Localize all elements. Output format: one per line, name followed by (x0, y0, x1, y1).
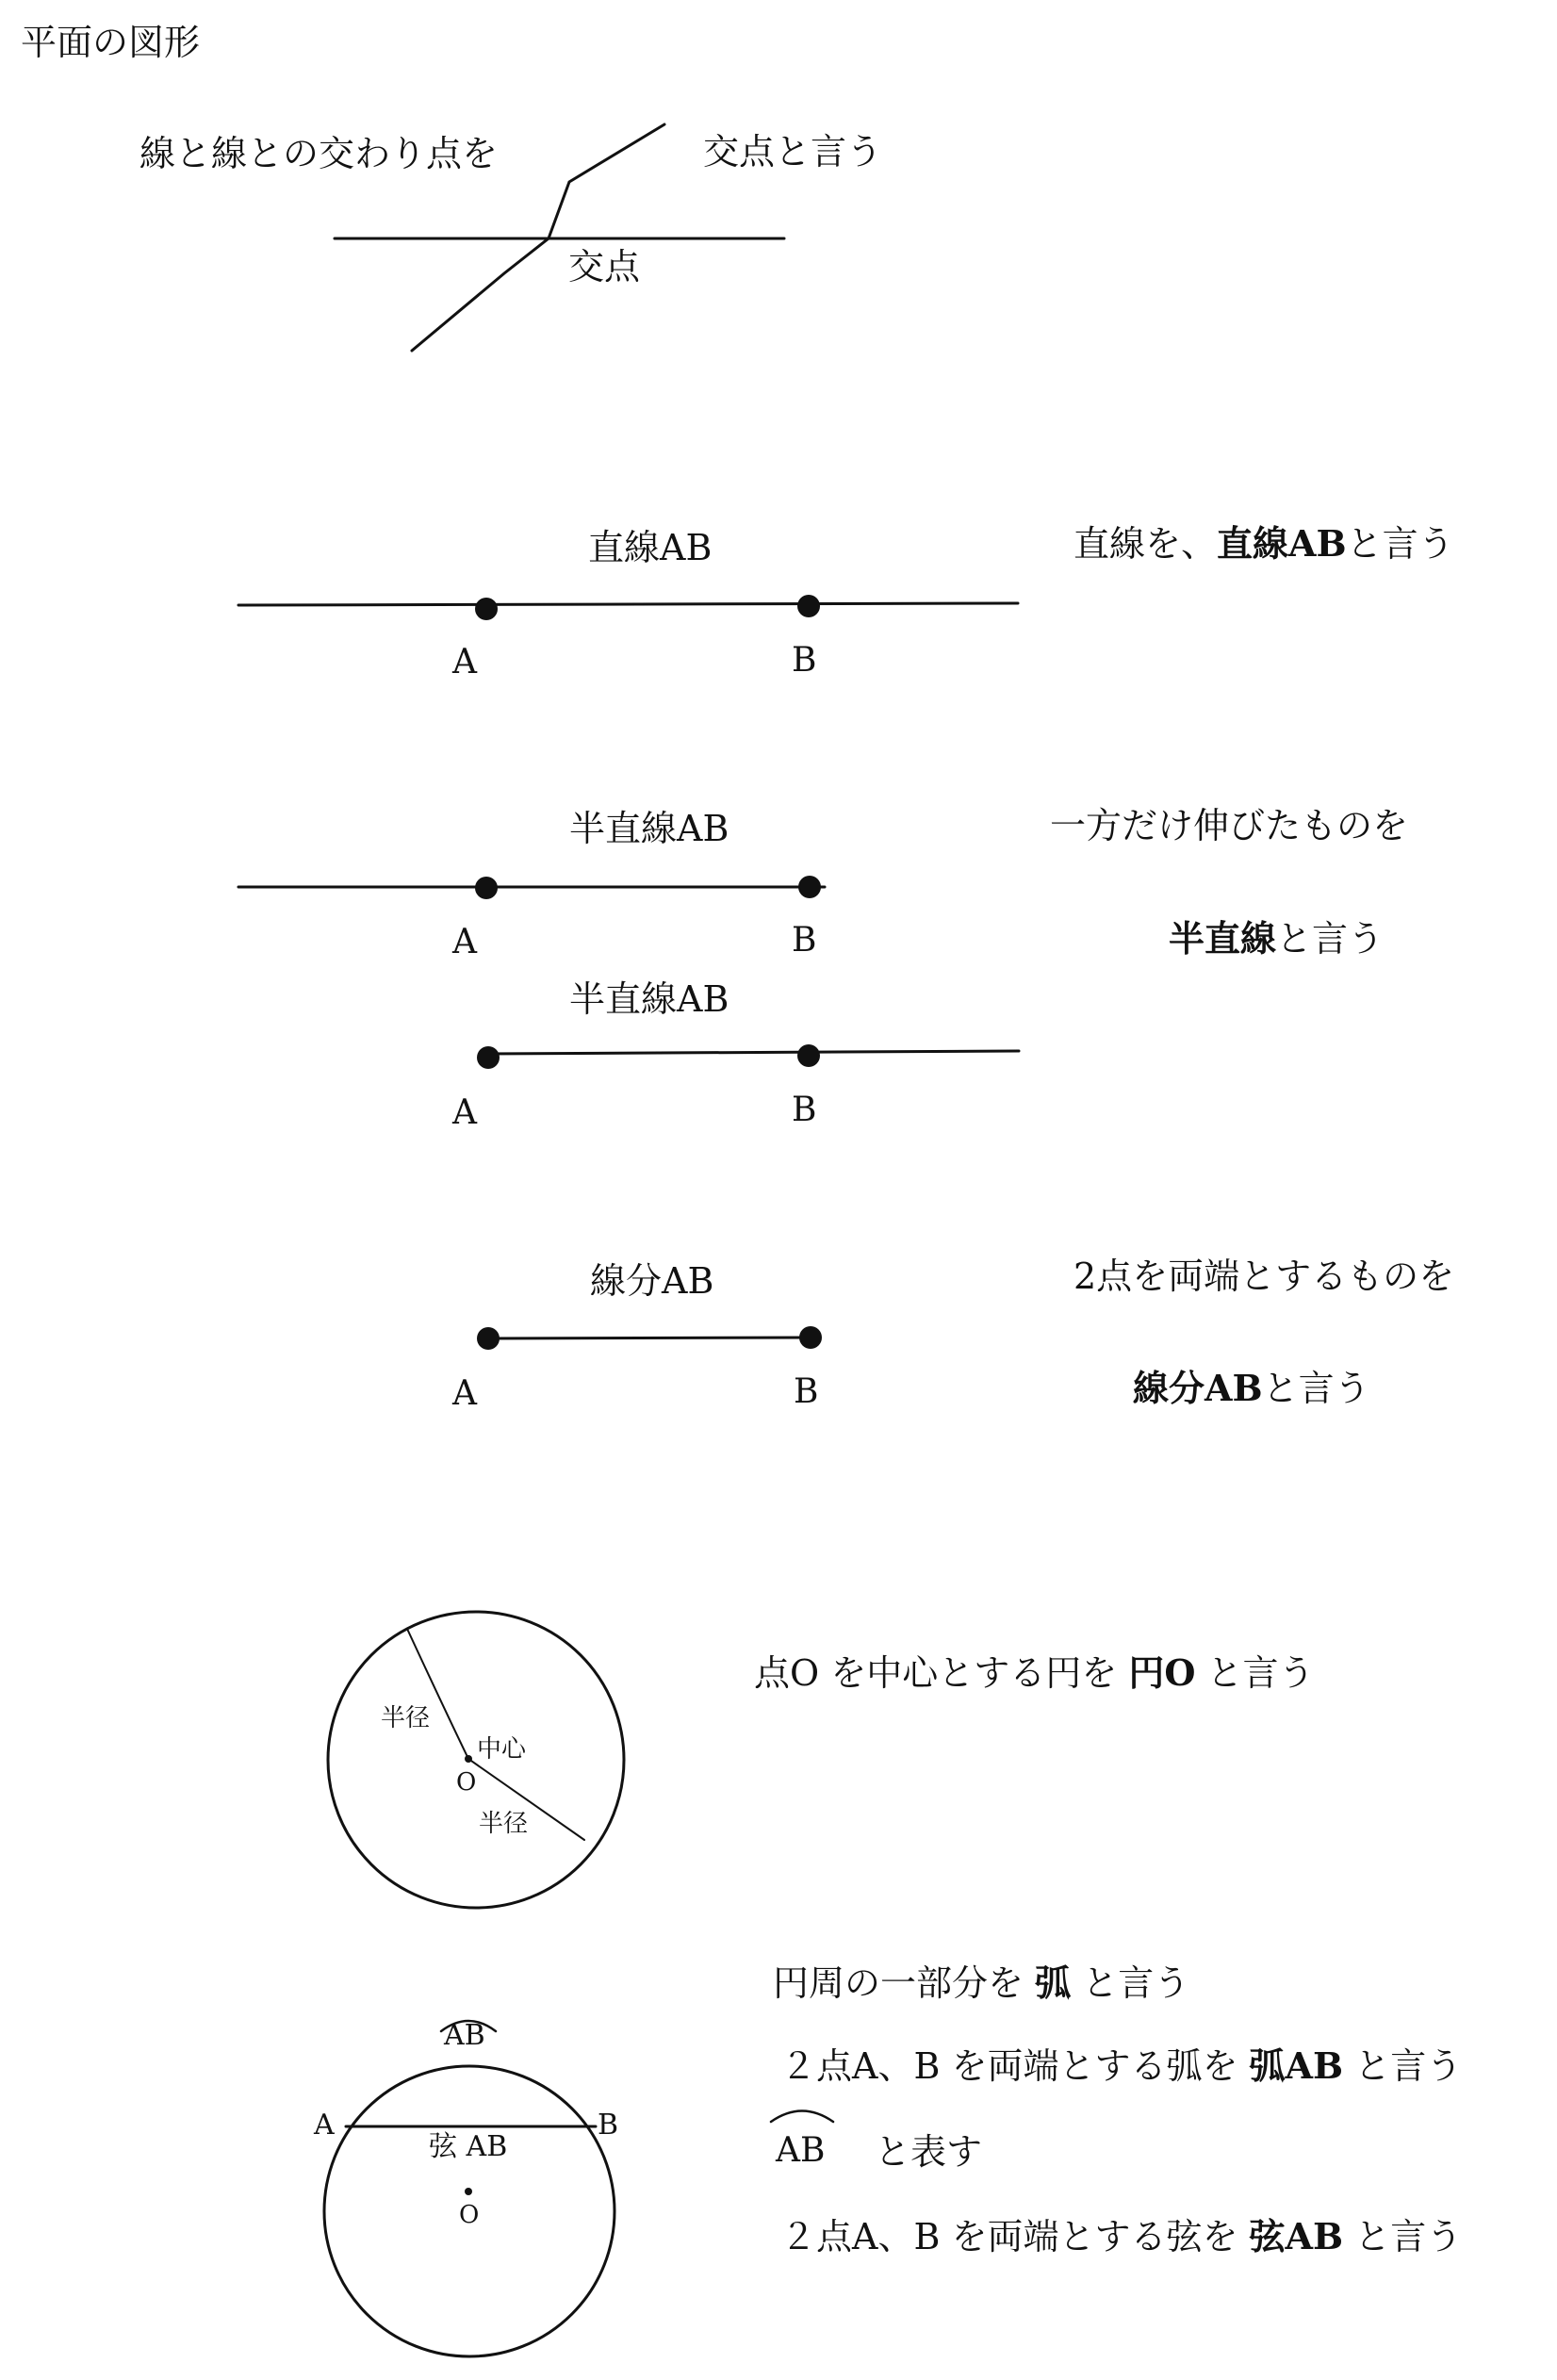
segment-point-b-dot (799, 1326, 822, 1349)
arc-line1-suffix: と言う (1082, 1962, 1190, 2004)
ray2-point-b-label: B (792, 1091, 817, 1129)
arc-notation-label: AB (776, 2131, 826, 2170)
segment-description-line2 (1133, 1367, 1370, 1409)
ray1-point-a-dot (475, 877, 498, 899)
ray-desc-term: 半直線 (1169, 917, 1277, 960)
ray-desc-suffix: と言う (1276, 918, 1385, 960)
line-figure-label: 直線AB (588, 527, 713, 568)
line-ab (238, 603, 1018, 605)
circle-center-point-label: O (456, 1768, 477, 1797)
intersection-point-label: 交点 (568, 246, 641, 287)
segment-figure-label: 線分AB (590, 1260, 714, 1302)
arc-circle-center-dot (465, 2188, 472, 2195)
arc-point-a-label: A (314, 2109, 335, 2142)
arc-point-b-label: B (598, 2109, 619, 2142)
ray-description-line1: 一方だけ伸びたものを (1050, 805, 1409, 846)
segment-desc-suffix: と言う (1262, 1368, 1370, 1409)
arc-line2-term: 弧AB (1249, 2044, 1344, 2087)
ray-description-line2 (1169, 917, 1385, 960)
segment-point-b-label: B (794, 1372, 819, 1411)
arc-line3-suffix: と言う (1354, 2216, 1463, 2257)
arc-line2-suffix: と言う (1354, 2045, 1463, 2087)
arc-line3-term: 弦AB (1249, 2215, 1344, 2257)
line-point-b-label: B (792, 641, 817, 680)
circle-desc-term: 円O (1128, 1651, 1196, 1694)
segment-point-a-dot (477, 1327, 500, 1350)
arc-notation-symbol (771, 2111, 833, 2123)
arc-description-line3 (780, 2215, 1463, 2257)
ray1-point-a-label: A (452, 923, 477, 961)
arc-line1-term: 弧 (1035, 1961, 1072, 2004)
center-label: 中心 (477, 1735, 527, 1764)
point-a-dot (475, 598, 498, 620)
line-description (1074, 522, 1454, 565)
radius-label-lower: 半径 (479, 1810, 529, 1838)
circle-desc-prefix: 点O を中心とする円を (754, 1652, 1118, 1694)
arc-description-line2 (780, 2044, 1463, 2087)
page-title: 平面の図形 (21, 22, 201, 63)
line-point-a-label: A (452, 643, 477, 681)
line-desc-prefix: 直線を、 (1074, 523, 1218, 565)
ray1-point-b-label: B (792, 921, 817, 960)
arc-label: AB (444, 2019, 485, 2052)
arc-line3-prefix: ２点A、B を両端とする弦を (780, 2216, 1238, 2257)
circle-desc-suffix: と言う (1206, 1652, 1315, 1694)
circle-o (328, 1612, 624, 1908)
arc-notation-suffix: と表す (875, 2131, 983, 2173)
circle-description (754, 1651, 1315, 1694)
segment-description-line1: 2点を両端とするものを (1074, 1256, 1455, 1297)
arc-description-line1 (773, 1961, 1190, 2004)
ray-figure-label-2: 半直線AB (569, 978, 729, 1020)
ray-figure-label-1: 半直線AB (569, 808, 729, 849)
radius-line (407, 1629, 584, 1840)
intersection-lead-text: 線と線との交わり点を (139, 133, 499, 174)
circle-center-dot (465, 1755, 472, 1763)
arc-line2-prefix: ２点A、B を両端とする弧を (780, 2045, 1238, 2087)
ray1-point-b-dot (798, 876, 821, 898)
ray-ab-right (485, 1051, 1019, 1054)
arc-line1-prefix: 円周の一部分を (773, 1962, 1024, 2004)
ray2-point-a-dot (477, 1046, 500, 1069)
segment-point-a-label: A (452, 1374, 477, 1413)
ray2-point-b-dot (797, 1044, 820, 1067)
intersection-tail-text: 交点と言う (703, 131, 883, 172)
ray2-point-a-label: A (452, 1093, 477, 1132)
arc-circle-center-label: O (459, 2201, 480, 2229)
radius-label-upper: 半径 (381, 1704, 431, 1732)
point-b-dot (797, 595, 820, 617)
chord-label: 弦 AB (429, 2130, 508, 2163)
line-desc-term: 直線AB (1217, 522, 1347, 565)
segment-desc-term: 線分AB (1133, 1367, 1263, 1409)
line-desc-suffix: と言う (1346, 523, 1454, 565)
